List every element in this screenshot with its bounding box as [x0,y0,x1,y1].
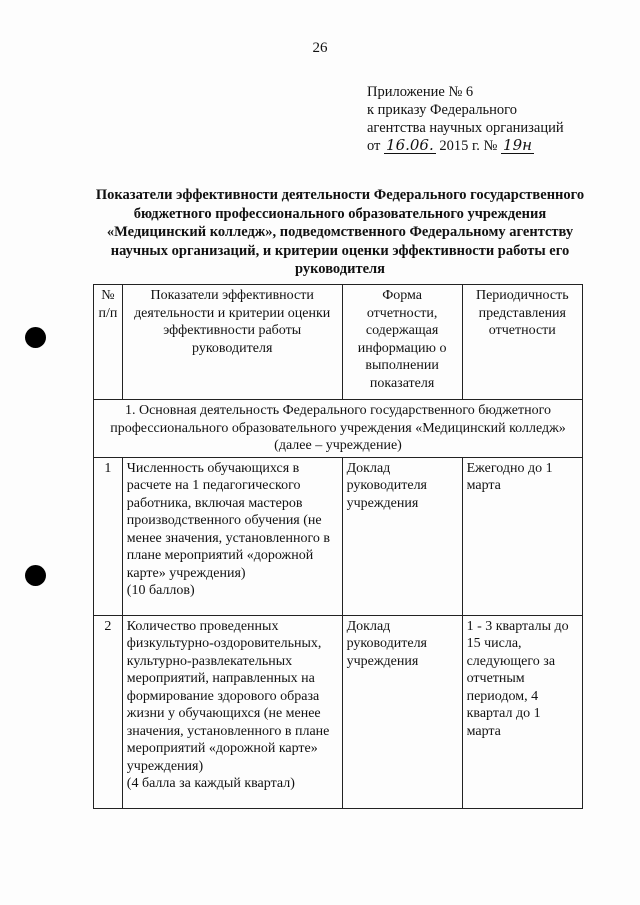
row-indicator-cell [122,457,342,615]
table-header-row [94,285,583,400]
row-num: 1 [94,457,123,615]
appendix-block [367,83,564,155]
date-prefix: от [367,138,381,154]
row-score: (4 балла за каждый квартал) [126,776,295,791]
header-period: Периодичность представления отчетности [462,285,582,400]
document-title: Показатели эффективности деятельности Федерального государственного бюджетного профессионального образовательного учреждения «Медицинский колледж», подведомственного Федеральному агентству научных организаций, и критерии оценки эффективности работы его руководителя [95,187,585,277]
header-num: № п/п [94,285,123,400]
row-indicator-cell [122,615,342,808]
indicators-table [93,284,583,809]
row-indicator: Количество проведенных физкультурно-оздоровительных, культурно-развлекательных мероприятий, направленных на формирование здорового образа жизни у обучающихся (не менее значения, установленного в плане мероприятий «дорожной карте» учреждения) [126,618,330,774]
appendix-line-3: агентства научных организаций [367,120,564,136]
table-row [94,615,583,808]
appendix-line-2: к приказу Федерального [367,102,518,118]
section-title: 1. Основная деятельность Федерального государственного бюджетного профессионального образовательного учреждения «Медицинский колледж» (далее – учреждение) [94,400,583,458]
appendix-line-1: Приложение № 6 [367,84,474,100]
section-row [94,400,583,458]
row-period: 1 - 3 кварталы до 15 числа, следующего за отчетным периодом, 4 квартал до 1 марта [462,615,582,808]
row-indicator: Численность обучающихся в расчете на 1 педагогического работника, включая мастеров производственного обучения (не менее значения, установленного в плане мероприятий «дорожной карте» учреждения) [126,460,330,581]
row-form: Доклад руководителя учреждения [342,615,462,808]
appendix-date-line [367,137,564,155]
handwritten-date: 16.06. [386,136,434,154]
handwritten-number: 19н [503,136,532,154]
punch-hole-top [25,327,46,348]
row-period: Ежегодно до 1 марта [462,457,582,615]
header-form: Форма отчетности, содержащая информацию о выполнении показателя [342,285,462,400]
row-score: (10 баллов) [126,583,195,598]
row-form: Доклад руководителя учреждения [342,457,462,615]
date-suffix: 2015 г. № [439,138,498,154]
header-indicator: Показатели эффективности деятельности и критерии оценки эффективности работы руководителя [122,285,342,400]
table-row [94,457,583,615]
punch-hole-bottom [25,565,46,586]
page-number: 26 [312,40,328,56]
row-num: 2 [94,615,123,808]
